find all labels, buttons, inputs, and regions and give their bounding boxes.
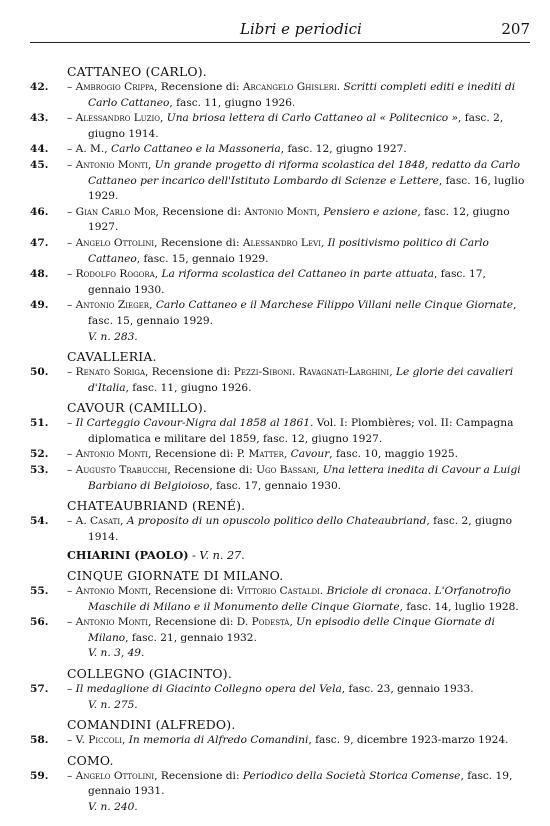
entry-details: , fasc. 12, giugno 1927.: [280, 143, 407, 156]
bibliography-section: [30, 399, 530, 494]
entry-title: Un grande progetto di riforma scolastica del 1848, redatto da Carlo Cattaneo per incarico dell'Istituto Lombardo di Scienze e Lettere: [88, 158, 520, 187]
bibliography-section: [30, 497, 530, 545]
section-heading: CAVALLERIA.: [67, 349, 157, 365]
bibliography-entry: [30, 205, 530, 236]
bibliography-entry: [30, 615, 530, 646]
entry-title: Carlo Cattaneo e il Marchese Filippo Villani nelle Cinque Giornate: [155, 299, 513, 312]
entry-dash: –: [67, 769, 76, 782]
entry-text: [67, 416, 530, 447]
entry-number: 59.: [30, 769, 49, 782]
entry-dash: –: [67, 236, 76, 249]
entry-dash: –: [67, 112, 76, 125]
entry-number: 48.: [30, 268, 49, 281]
bibliography-list: [30, 60, 530, 816]
see-also-reference: V. n. 3, 49.: [88, 647, 145, 660]
bibliography-section: [30, 716, 530, 749]
entry-author: Renato Soriga: [75, 366, 146, 379]
entry-text: [67, 205, 530, 236]
entry-text: [67, 584, 530, 615]
entry-number: 49.: [30, 299, 49, 312]
bibliography-entry: [30, 298, 530, 329]
entry-details: , fasc. 14, luglio 1928.: [399, 600, 519, 613]
entry-title: La riforma scolastica del Cattaneo in parte attuata: [161, 268, 434, 281]
entry-title: , Una lettera inedita di Cavour a Luigi Barbiano di Belgioioso: [88, 464, 521, 492]
entry-connector: , Recensione di:: [154, 769, 243, 782]
entry-title: Carlo Cattaneo e la Massoneria: [111, 143, 281, 156]
entry-details: , fasc. 17, gennaio 1930.: [209, 479, 342, 492]
entry-author: Angelo Ottolini: [75, 769, 155, 782]
entry-connector: , Recensione di:: [154, 236, 243, 249]
entry-connector: , Recensione di:: [155, 205, 245, 218]
entry-title: Il medaglione di Giacinto Collegno opera del Vela: [75, 683, 342, 695]
entry-connector: ,: [160, 112, 167, 125]
bibliography-entry: [30, 236, 530, 267]
entry-title: Una briosa lettera di Carlo Cattaneo al « Politecnico »: [166, 112, 458, 125]
reviewed-author: Antonio Monti: [244, 205, 317, 218]
bibliography-entry: [30, 584, 530, 615]
entry-details: , fasc. 15, gennaio 1929.: [88, 299, 517, 327]
entry-details: , fasc. 17, gennaio 1930.: [88, 268, 486, 296]
entry-title: Periodico della Società Storica Comense: [242, 769, 461, 782]
entry-title: . Scritti completi editi e inediti di Carlo Cattaneo: [88, 81, 516, 109]
entry-dash: –: [67, 158, 76, 171]
entry-details: , fasc. 2, giugno 1914.: [88, 112, 504, 140]
bibliography-entry: [30, 111, 530, 142]
entry-title: , Le glorie dei cavalieri d'Italia: [88, 366, 514, 394]
entry-connector: ,: [121, 734, 129, 747]
entry-text: [67, 158, 530, 205]
bibliography-entry: [30, 80, 530, 111]
entry-author: Antonio Monti: [75, 616, 148, 629]
entry-dash: –: [67, 734, 76, 747]
reviewed-author: P. Matter: [236, 448, 284, 461]
section-heading: CAVOUR (CAMILLO).: [67, 400, 208, 416]
entry-connector: , Recensione di:: [167, 464, 257, 477]
entry-text: [67, 769, 530, 800]
entry-text: [67, 298, 530, 329]
bibliography-section: [30, 63, 530, 345]
entry-number: 47.: [30, 236, 49, 249]
reviewed-author: Vittorio Castaldi: [236, 585, 320, 598]
entry-text: [67, 733, 530, 749]
bibliography-entry: [30, 447, 530, 463]
entry-author: Antonio Monti: [75, 585, 148, 598]
bibliography-entry: [30, 142, 530, 158]
entry-text: [67, 682, 530, 698]
bibliography-entry: [30, 682, 530, 698]
header-rule: [30, 42, 530, 43]
entry-author: Antonio Monti: [75, 448, 148, 461]
entry-details: , fasc. 12, giugno 1927.: [88, 205, 510, 234]
entry-details: . Vol. I: Plombières; vol. II: Campagna diplomatica e militare del 1859, fasc. 12, giugno 1927.: [88, 417, 514, 445]
bibliography-section: [30, 348, 530, 396]
entry-author: V. Piccoli: [75, 734, 122, 747]
entry-details: , fasc. 11, giugno 1926.: [169, 96, 296, 109]
bibliography-entry: [30, 365, 530, 396]
bibliography-section: [30, 752, 530, 816]
bibliography-section: [30, 665, 530, 713]
entry-dash: –: [67, 143, 76, 156]
reviewed-author: Ugo Bassani: [256, 464, 316, 477]
bibliography-entry: [30, 416, 530, 447]
see-also-name: CHIARINI (PAOLO): [67, 548, 189, 563]
entry-dash: –: [67, 464, 76, 477]
see-also-reference: V. n. 275.: [88, 698, 138, 711]
entry-details: , fasc. 15, gennaio 1929.: [136, 252, 269, 265]
entry-text: [67, 615, 530, 646]
entry-details: , fasc. 23, gennaio 1933.: [341, 683, 474, 695]
entry-number: 43.: [30, 112, 49, 125]
bibliography-entry: [30, 267, 530, 298]
entry-details: , fasc. 19, gennaio 1931.: [88, 769, 513, 798]
entry-dash: –: [67, 683, 76, 695]
entry-title: Il Carteggio Cavour-Nigra dal 1858 al 1861: [75, 417, 310, 430]
entry-number: 56.: [30, 616, 49, 629]
entry-connector: ,: [120, 515, 127, 528]
bibliography-entry: [30, 769, 530, 800]
entry-number: 53.: [30, 464, 49, 477]
entry-author: Antonio Monti: [75, 158, 148, 171]
bibliography-entry: [30, 514, 530, 545]
entry-author: A. M.: [75, 143, 105, 156]
reviewed-author: Alessandro Levi: [242, 236, 321, 249]
entry-number: 42.: [30, 81, 49, 93]
entry-text: [67, 267, 530, 298]
reviewed-author: Arcangelo Ghisleri: [242, 81, 337, 93]
entry-number: 51.: [30, 417, 49, 430]
entry-connector: ,: [154, 268, 162, 281]
see-also-ref: - V. n. 27.: [188, 549, 245, 563]
bibliography-section: [30, 567, 530, 662]
entry-author: Antonio Zieger: [75, 299, 150, 312]
entry-number: 46.: [30, 205, 49, 218]
entry-connector: , Recensione di:: [145, 366, 234, 379]
section-heading: CHATEAUBRIAND (RENÉ).: [67, 498, 246, 514]
entry-dash: –: [67, 585, 76, 598]
entry-author: Alessandro Luzio: [75, 112, 161, 125]
see-also-reference: V. n. 240.: [88, 800, 138, 813]
section-heading: CATTANEO (CARLO).: [67, 64, 207, 79]
page-number: 207: [501, 20, 530, 38]
entry-details: , fasc. 10, maggio 1925.: [329, 448, 458, 461]
entry-author: Angelo Ottolini: [75, 236, 155, 249]
entry-details: , fasc. 21, gennaio 1932.: [125, 631, 257, 644]
entry-dash: –: [67, 616, 76, 629]
entry-number: 57.: [30, 683, 49, 695]
entry-number: 45.: [30, 158, 49, 171]
entry-text: [67, 236, 530, 267]
entry-dash: –: [67, 205, 76, 218]
entry-author: Ambrogio Crippa: [75, 81, 155, 93]
entry-connector: ,: [148, 158, 155, 171]
entry-dash: –: [67, 417, 76, 430]
entry-details: , fasc. 11, giugno 1926.: [125, 381, 252, 394]
section-heading: COLLEGNO (GIACINTO).: [67, 666, 232, 681]
entry-author: A. Casati: [75, 515, 121, 528]
page-header: [30, 20, 530, 42]
entry-details: , fasc. 16, luglio 1929.: [88, 174, 525, 203]
entry-title: , Pensiero e azione: [316, 205, 418, 218]
entry-details: , fasc. 2, giugno 1914.: [88, 515, 512, 543]
entry-number: 54.: [30, 515, 49, 528]
section-heading: CINQUE GIORNATE DI MILANO.: [67, 568, 284, 584]
entry-author: Rodolfo Rogora: [75, 268, 155, 281]
entry-text: [67, 80, 530, 111]
entry-connector: ,: [104, 143, 112, 156]
entry-dash: –: [67, 81, 76, 93]
see-also-reference: V. n. 283.: [88, 330, 138, 343]
entry-dash: –: [67, 515, 76, 528]
section-heading: COMANDINI (ALFREDO).: [67, 717, 236, 733]
entry-title: . Briciole di cronaca. L'Orfanotrofio Maschile di Milano e il Monumento delle Cinque Giornate: [88, 585, 511, 613]
entry-dash: –: [67, 448, 76, 461]
entry-number: 44.: [30, 143, 49, 156]
entry-text: [67, 111, 530, 142]
entry-title: A proposito di un opuscolo politico dello Chateaubriand: [126, 515, 427, 528]
entry-number: 52.: [30, 448, 49, 461]
entry-connector: , Recensione di:: [148, 616, 237, 629]
entry-title: In memoria di Alfredo Comandini: [128, 734, 309, 747]
reviewed-author: Pezzi-Siboni. Ravagnati-Larghini: [233, 366, 390, 379]
entry-number: 50.: [30, 366, 49, 379]
entry-dash: –: [67, 268, 76, 281]
bibliography-entry: [30, 733, 530, 749]
entry-author: Gian Carlo Mor: [75, 205, 156, 218]
entry-dash: –: [67, 299, 76, 312]
entry-connector: , Recensione di:: [148, 448, 237, 461]
entry-text: [67, 514, 530, 545]
entry-text: [67, 463, 530, 494]
entry-number: 55.: [30, 585, 49, 598]
entry-author: Augusto Trabucchi: [75, 464, 168, 477]
entry-connector: , Recensione di:: [154, 81, 243, 93]
see-also-heading: [30, 548, 530, 564]
entry-title: , Il positivismo politico di Carlo Cattaneo: [88, 236, 489, 265]
entry-text: [67, 447, 530, 463]
entry-text: [67, 365, 530, 396]
entry-title: , Cavour: [283, 448, 330, 461]
bibliography-entry: [30, 463, 530, 494]
reviewed-author: D. Podestà: [236, 616, 290, 629]
running-title: Libri e periodici: [240, 20, 362, 38]
entry-details: , fasc. 9, dicembre 1923-marzo 1924.: [308, 734, 509, 747]
entry-connector: , Recensione di:: [148, 585, 237, 598]
entry-dash: –: [67, 366, 76, 379]
entry-connector: ,: [149, 299, 156, 312]
entry-text: [67, 142, 530, 158]
bibliography-entry: [30, 158, 530, 205]
section-heading: COMO.: [67, 752, 114, 768]
entry-number: 58.: [30, 734, 49, 747]
entry-title: , Un episodio delle Cinque Giornate di Milano: [88, 616, 495, 644]
